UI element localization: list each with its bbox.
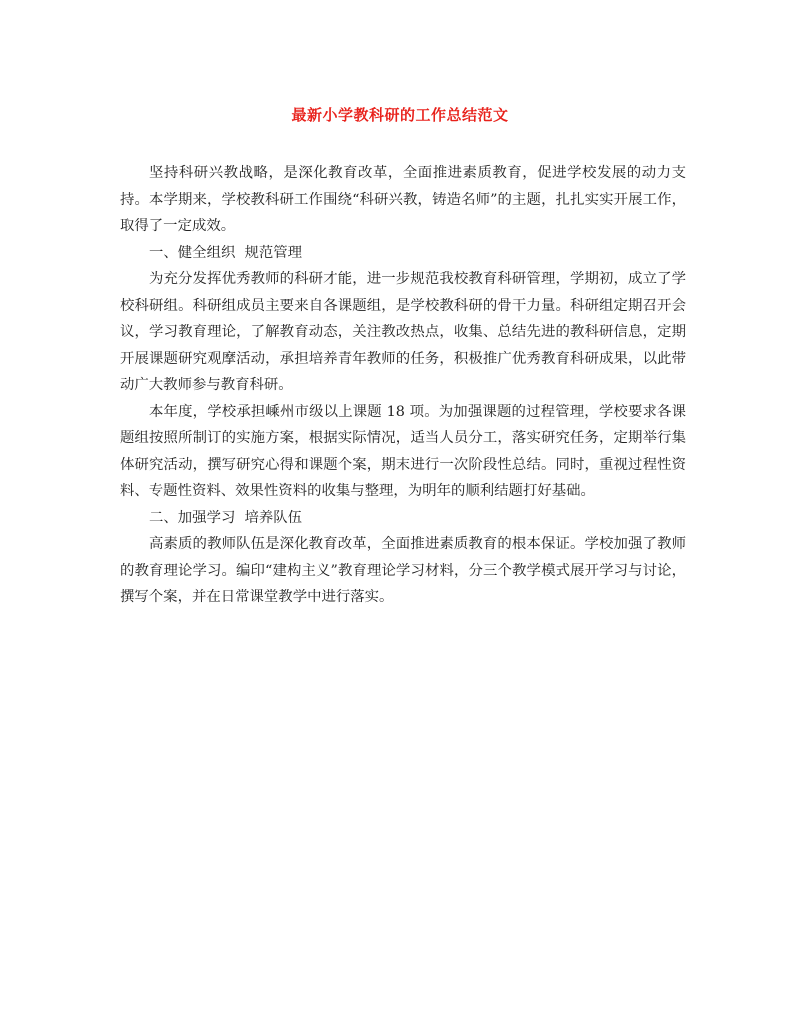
paragraph-training: 高素质的教师队伍是深化教育改革，全面推进素质教育的根本保证。学校加强了教师的教育理论学习。编印“建构主义”教育理论学习材料，分三个教学模式展开学习与讨论，撰写个案，并在日常课堂教学中进行落实。 xyxy=(120,536,686,605)
document-body xyxy=(120,160,686,611)
document-title: 最新小学教科研的工作总结范文 xyxy=(291,106,509,124)
section-heading-2: 二、加强学习 培养队伍 xyxy=(149,509,303,526)
section-heading-1: 一、健全组织 规范管理 xyxy=(149,244,303,261)
paragraph-projects: 本年度，学校承担嵊州市级以上课题 18 项。为加强课题的过程管理，学校要求各课题组按照所制订的实施方案，根据实际情况，适当人员分工，落实研究任务，定期举行集体研究活动，撰写研究心得和课题个案，期末进行一次阶段性总结。同时，重视过程性资料、专题性资料、效果性资料的收集与整理，为明年的顺利结题打好基础。 xyxy=(120,403,686,499)
paragraph-intro: 坚持科研兴教战略，是深化教育改革，全面推进素质教育，促进学校发展的动力支持。本学期来，学校教科研工作围绕“科研兴教，铸造名师”的主题，扎扎实实开展工作，取得了一定成效。 xyxy=(120,165,686,234)
paragraph-organization: 为充分发挥优秀教师的科研才能，进一步规范我校教育科研管理，学期初，成立了学校科研组。科研组成员主要来自各课题组，是学校教科研的骨干力量。科研组定期召开会议，学习教育理论，了解教育动态，关注教改热点，收集、总结先进的教科研信息，定期开展课题研究观摩活动，承担培养青年教师的任务，积极推广优秀教育科研成果，以此带动广大教师参与教育科研。 xyxy=(120,271,686,393)
